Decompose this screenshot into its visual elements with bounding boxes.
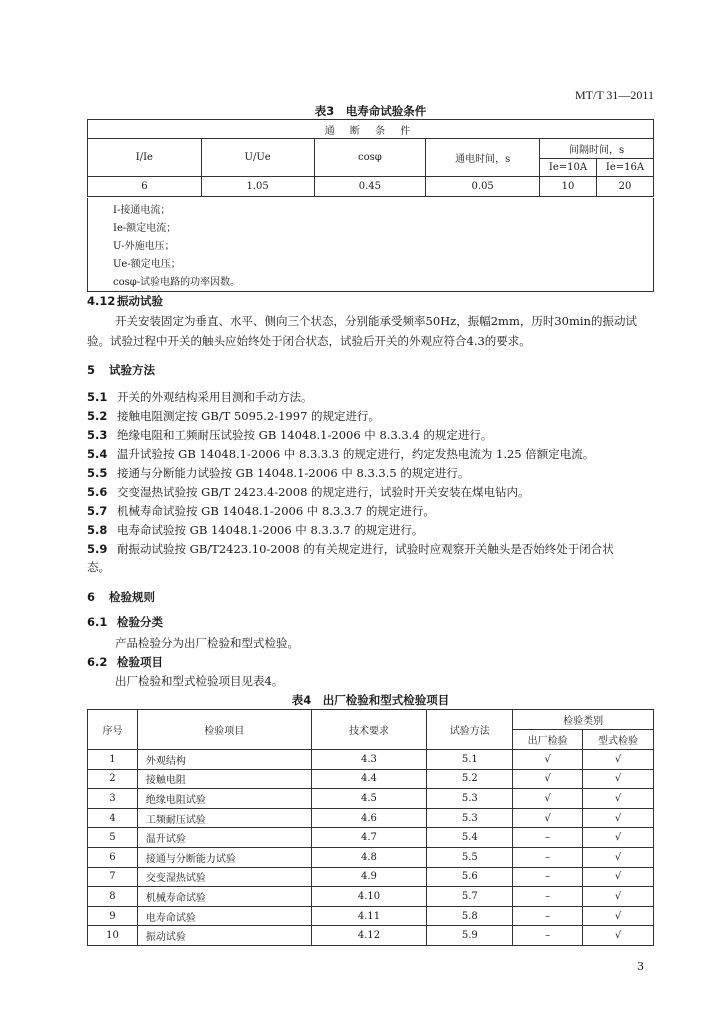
item-text: 电寿命试验按 GB 14048.1-2006 中 8.3.3.7 的规定进行。	[117, 523, 424, 537]
table3-caption: 表3 电寿命试验条件	[314, 104, 427, 118]
table4-cell: √	[583, 789, 654, 809]
table4-cell: 5.2	[427, 769, 513, 789]
item-number: 5.3	[87, 428, 108, 442]
table3-interval-10a: Ie=10A	[540, 159, 597, 177]
item-text: 绝缘电阻和工频耐压试验按 GB 14048.1-2006 中 8.3.3.4 的规定进行。	[117, 428, 493, 442]
table4-header-method: 试验方法	[427, 710, 513, 750]
table4-cell: –	[513, 887, 583, 907]
table3-notes	[87, 198, 654, 292]
item-number: 5.4	[87, 447, 108, 461]
item-number: 5.6	[87, 485, 108, 499]
table3-interval-header: 间隔时间，s	[540, 139, 654, 159]
section-number: 6.1	[87, 615, 108, 629]
table4-cell: 交变湿热试验	[137, 867, 311, 887]
table-row	[88, 887, 654, 907]
table-row	[88, 750, 654, 770]
item-text: 接通与分断能力试验按 GB 14048.1-2006 中 8.3.3.5 的规定进行。	[117, 466, 470, 480]
section-5-item	[87, 520, 423, 540]
table4-cell: √	[583, 769, 654, 789]
section-5-item	[87, 444, 594, 464]
table3-col-time: 通电时间，s	[426, 139, 540, 177]
section-5-item	[87, 539, 614, 559]
item-text: 开关的外观结构采用目测和手动方法。	[117, 390, 313, 404]
table4-cell: √	[583, 828, 654, 848]
table-row	[88, 847, 654, 867]
table4-cell: 5.3	[427, 808, 513, 828]
table4-cell: –	[513, 828, 583, 848]
table4-cell: √	[583, 847, 654, 867]
item-text: 耐振动试验按 GB/T2423.10-2008 的有关规定进行，试验时应观察开关触头是否始终处于闭合状	[117, 542, 614, 556]
table3-interval-16a: Ie=16A	[597, 159, 654, 177]
table-row	[88, 828, 654, 848]
table4-cell: 绝缘电阻试验	[137, 789, 311, 809]
table4-header-type: 型式检验	[583, 730, 654, 750]
section-number: 5	[87, 363, 96, 377]
table4-header-item: 检验项目	[137, 710, 311, 750]
table4-cell: 4.12	[311, 926, 427, 946]
table4-caption: 表4 出厂检验和型式检验项目	[291, 693, 450, 707]
section-5-item-cont: 态。	[87, 560, 110, 574]
table4-cell: 4.7	[311, 828, 427, 848]
table4-cell: 6	[88, 847, 138, 867]
table3-cell: 20	[597, 177, 654, 197]
table4-cell: 2	[88, 769, 138, 789]
table4-cell: 5.3	[427, 789, 513, 809]
table-row	[88, 867, 654, 887]
table-row	[88, 808, 654, 828]
section-5-item	[87, 406, 380, 426]
table4-cell: √	[583, 808, 654, 828]
table4-cell: 5.8	[427, 906, 513, 926]
table4-cell: √	[583, 887, 654, 907]
table4-cell: 温升试验	[137, 828, 311, 848]
section-5-item	[87, 501, 435, 521]
table3-cell: 10	[540, 177, 597, 197]
table4-cell: 电寿命试验	[137, 906, 311, 926]
table3-note: Ie-额定电流；	[113, 223, 177, 234]
table4-cell: 5.5	[427, 847, 513, 867]
item-number: 5.9	[87, 542, 108, 556]
item-number: 5.5	[87, 466, 108, 480]
section-6-2-text: 出厂检验和型式检验项目见表4。	[115, 674, 284, 688]
table4-cell: 4.9	[311, 867, 427, 887]
table4-header-factory: 出厂检验	[513, 730, 583, 750]
section-title: 检验项目	[117, 655, 163, 669]
table4-cell: –	[513, 906, 583, 926]
table4-cell: 3	[88, 789, 138, 809]
table3-col-i: I/Ie	[88, 139, 202, 177]
section-number: 6.2	[87, 655, 108, 669]
table3-note: I-接通电流；	[113, 205, 171, 216]
table3-note: U-外施电压；	[113, 241, 175, 252]
table-row	[88, 769, 654, 789]
table-row	[88, 906, 654, 926]
table4-cell: 4	[88, 808, 138, 828]
table4-cell: 5.9	[427, 926, 513, 946]
section-title: 检验分类	[117, 615, 163, 629]
table4-cell: 5.7	[427, 887, 513, 907]
table4-cell: 10	[88, 926, 138, 946]
table4-cell: 5.4	[427, 828, 513, 848]
table4-cell: 1	[88, 750, 138, 770]
table4-cell: 9	[88, 906, 138, 926]
table4-cell: 4.11	[311, 906, 427, 926]
section-4-12-text-line1: 开关安装固定为垂直、水平、侧向三个状态，分别能承受频率50Hz，振幅2mm，历时30min的振动试	[115, 314, 637, 328]
table4-cell: √	[583, 867, 654, 887]
section-title: 振动试验	[117, 294, 163, 308]
standard-code: MT/T 31—2011	[574, 88, 654, 102]
table4-cell: √	[583, 906, 654, 926]
table4-cell: 接触电阻	[137, 769, 311, 789]
table4-cell: 5.6	[427, 867, 513, 887]
table3-cell: 0.45	[314, 177, 426, 197]
table4	[87, 709, 654, 946]
table4-cell: 4.4	[311, 769, 427, 789]
item-text: 交变湿热试验按 GB/T 2423.4-2008 的规定进行，试验时开关安装在煤电钻内。	[117, 485, 530, 499]
section-number: 6	[87, 590, 96, 604]
section-6-heading	[87, 589, 155, 605]
table4-cell: √	[513, 769, 583, 789]
table4-cell: √	[513, 808, 583, 828]
table3-col-u: U/Ue	[201, 139, 314, 177]
table4-cell: 外观结构	[137, 750, 311, 770]
table4-cell: 8	[88, 887, 138, 907]
table4-cell: –	[513, 867, 583, 887]
item-number: 5.7	[87, 504, 108, 518]
table3-cell: 0.05	[426, 177, 540, 197]
table-row	[88, 926, 654, 946]
section-4-12-text-line2: 验。试验过程中开关的触头应始终处于闭合状态，试验后开关的外观应符合4.3的要求。	[87, 334, 531, 348]
section-6-1-text: 产品检验分为出厂检验和型式检验。	[115, 636, 299, 650]
section-5-item	[87, 463, 469, 483]
table4-cell: √	[583, 750, 654, 770]
table4-cell: 4.5	[311, 789, 427, 809]
section-title: 检验规则	[109, 590, 155, 604]
item-number: 5.2	[87, 409, 108, 423]
table4-cell: 7	[88, 867, 138, 887]
table3	[87, 119, 654, 197]
table4-cell: 4.8	[311, 847, 427, 867]
table4-cell: √	[583, 926, 654, 946]
table4-cell: 工频耐压试验	[137, 808, 311, 828]
item-number: 5.8	[87, 523, 108, 537]
table4-header-seq: 序号	[88, 710, 138, 750]
section-5-item	[87, 425, 492, 445]
table4-header-category: 检验类别	[513, 710, 654, 730]
table4-cell: 振动试验	[137, 926, 311, 946]
table4-cell: 4.3	[311, 750, 427, 770]
table4-cell: –	[513, 926, 583, 946]
section-number: 4.12	[87, 294, 116, 308]
table-row	[88, 789, 654, 809]
section-4-12-heading	[87, 293, 163, 309]
table4-cell: √	[513, 750, 583, 770]
table4-header-req: 技术要求	[311, 710, 427, 750]
table3-group-header: 通 断 条 件	[88, 120, 654, 139]
table4-cell: 接通与分断能力试验	[137, 847, 311, 867]
section-title: 试验方法	[109, 363, 155, 377]
table4-cell: –	[513, 847, 583, 867]
table4-cell: √	[513, 789, 583, 809]
section-5-item	[87, 387, 313, 407]
section-6-2-heading	[87, 654, 163, 670]
item-text: 温升试验按 GB 14048.1-2006 中 8.3.3.3 的规定进行，约定发热电流为 1.25 倍额定电流。	[117, 447, 595, 461]
table3-note: Ue-额定电压；	[113, 259, 181, 270]
table3-cell: 1.05	[201, 177, 314, 197]
table4-cell: 机械寿命试验	[137, 887, 311, 907]
table3-note: cosφ-试验电路的功率因数。	[113, 277, 241, 288]
page-number: 3	[637, 960, 644, 973]
table4-cell: 5	[88, 828, 138, 848]
table3-cell: 6	[88, 177, 202, 197]
section-6-1-heading	[87, 614, 163, 630]
section-5-heading	[87, 362, 155, 378]
item-number: 5.1	[87, 390, 108, 404]
section-5-item	[87, 482, 530, 502]
item-text: 机械寿命试验按 GB 14048.1-2006 中 8.3.3.7 的规定进行。	[117, 504, 435, 518]
table4-cell: 4.6	[311, 808, 427, 828]
table4-cell: 5.1	[427, 750, 513, 770]
table4-cell: 4.10	[311, 887, 427, 907]
table3-col-cos: cosφ	[314, 139, 426, 177]
item-text: 接触电阻测定按 GB/T 5095.2-1997 的规定进行。	[117, 409, 381, 423]
